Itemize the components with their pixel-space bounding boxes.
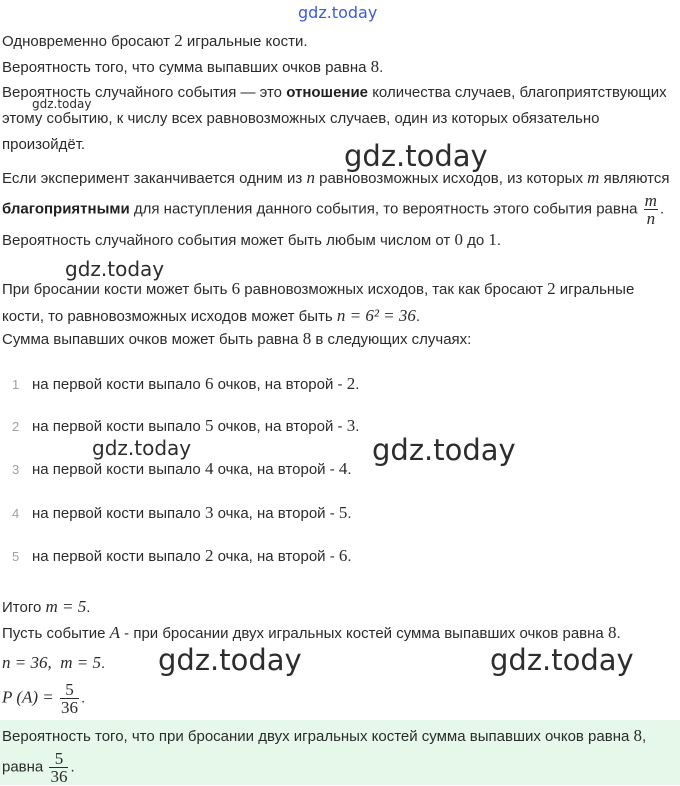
- text: .: [496, 232, 502, 249]
- number: 2: [204, 546, 214, 565]
- text: до: [462, 232, 489, 249]
- watermark: gdz.today: [92, 436, 192, 460]
- text: Вероятность случайного события — это: [2, 84, 287, 101]
- cases-intro: [2, 326, 674, 353]
- fraction-numerator: m: [644, 191, 657, 210]
- fraction-denominator: n: [644, 209, 658, 227]
- total-line: [2, 594, 674, 621]
- text: , равна: [2, 728, 647, 776]
- list-number: 3: [12, 462, 20, 477]
- text: .: [100, 655, 106, 672]
- text: .: [347, 461, 352, 478]
- fraction-denominator: 36: [50, 767, 68, 786]
- watermark: gdz.today: [32, 97, 92, 111]
- number: 6: [204, 374, 214, 393]
- text: - при бросании двух игральных костей сумма выпавших очков равна: [120, 625, 608, 642]
- text: для наступления данного события, то вероятность этого события равна: [129, 200, 642, 218]
- text: очков, на второй -: [213, 376, 347, 393]
- number: 3: [346, 416, 356, 435]
- text: являются: [599, 170, 670, 187]
- number: 8: [302, 329, 312, 348]
- watermark: gdz.today: [65, 257, 165, 281]
- watermark: gdz.today: [298, 3, 378, 22]
- text: на первой кости выпало: [32, 418, 205, 435]
- text: Одновременно бросают: [2, 33, 175, 50]
- number: 2: [547, 279, 556, 298]
- number: 8: [607, 623, 617, 642]
- text: . Вероятность случайного события может быть любым числом от: [2, 200, 665, 249]
- variable: m: [587, 168, 600, 187]
- text: Если эксперимент заканчивается одним из: [2, 170, 307, 187]
- formula: P (A) =: [2, 687, 59, 707]
- text: равновозможных исходов, так как бросают: [240, 281, 548, 298]
- list-item: [12, 415, 672, 438]
- number: 8: [633, 726, 643, 745]
- number: 6: [231, 279, 241, 298]
- list-number: 2: [12, 419, 20, 434]
- text: очка, на второй -: [213, 505, 339, 522]
- list-number: 1: [12, 377, 20, 392]
- text: Сумма выпавших очков может быть равна: [2, 331, 303, 348]
- list-item: [12, 458, 672, 481]
- formula: n = 6² = 36: [336, 306, 416, 325]
- bold-term: благоприятными: [2, 200, 130, 218]
- list-number: 5: [12, 549, 20, 564]
- text: Вероятность того, что при бросании двух игральных костей сумма выпавших очков равна: [2, 728, 634, 745]
- text: .: [81, 689, 86, 707]
- fraction-numerator: 5: [54, 749, 64, 768]
- formula: n = 36, m = 5: [2, 653, 101, 672]
- text: на первой кости выпало: [32, 548, 205, 565]
- text: в следующих случаях:: [311, 331, 472, 348]
- text: .: [616, 625, 621, 642]
- answer-text: [2, 723, 674, 785]
- watermark: gdz.today: [344, 139, 488, 173]
- number: 1: [488, 230, 497, 249]
- number: 8: [370, 57, 380, 76]
- text: .: [355, 376, 360, 393]
- number: 5: [338, 503, 348, 522]
- list-item: [12, 545, 672, 568]
- text: очка, на второй -: [213, 548, 339, 565]
- text: игральные кости, то равновозможных исходов может быть: [2, 281, 635, 325]
- text: на первой кости выпало: [32, 461, 205, 478]
- answer-box: [0, 720, 680, 785]
- list-item: [12, 373, 672, 396]
- formula: m = 5: [45, 597, 87, 616]
- problem-statement: [2, 28, 674, 55]
- text: .: [347, 505, 352, 522]
- definition-paragraph: [2, 80, 674, 158]
- number: 5: [204, 416, 214, 435]
- text: .: [355, 418, 360, 435]
- number: 2: [174, 31, 183, 50]
- text: равновозможных исходов, из которых: [314, 170, 588, 187]
- text: .: [86, 599, 91, 616]
- fraction-numerator: 5: [65, 680, 74, 699]
- outcomes-paragraph: [2, 276, 674, 330]
- number: 0: [454, 230, 463, 249]
- probability-formula: [2, 681, 674, 716]
- text: .: [347, 548, 352, 565]
- text: игральные кости.: [182, 33, 308, 50]
- question-statement: [2, 54, 674, 81]
- watermark: gdz.today: [158, 643, 302, 677]
- number: 2: [346, 374, 356, 393]
- text: на первой кости выпало: [32, 505, 205, 522]
- text: Пусть событие: [2, 625, 110, 642]
- watermark: gdz.today: [490, 643, 634, 677]
- text: Вероятность того, что сумма выпавших очков равна: [2, 59, 371, 76]
- fraction-5-over-36: [60, 681, 79, 716]
- text: количества случаев, благоприятствующих этому событию, к числу всех равновозможных случаев, один из которых обязательно произойдёт.: [2, 84, 667, 153]
- probability-rule-paragraph: [2, 165, 674, 254]
- fraction-denominator: 36: [61, 698, 79, 717]
- text: очков, на второй -: [213, 418, 347, 435]
- list-item: [12, 502, 672, 525]
- text: .: [70, 758, 75, 776]
- number: 4: [204, 459, 214, 478]
- number: 4: [338, 459, 348, 478]
- text: .: [379, 59, 384, 76]
- bold-term: отношение: [286, 84, 369, 101]
- list-number: 4: [12, 506, 20, 521]
- text: очка, на второй -: [213, 461, 339, 478]
- fraction-m-over-n: [644, 192, 658, 227]
- number: 6: [338, 546, 348, 565]
- text: При бросании кости может быть: [2, 281, 232, 298]
- number: 3: [204, 503, 214, 522]
- variable: A: [109, 623, 120, 642]
- variable: n: [306, 168, 315, 187]
- watermark: gdz.today: [372, 433, 516, 467]
- text: .: [415, 308, 421, 325]
- text: на первой кости выпало: [32, 376, 205, 393]
- fraction-5-over-36: [49, 750, 68, 785]
- text: Итого: [2, 599, 46, 616]
